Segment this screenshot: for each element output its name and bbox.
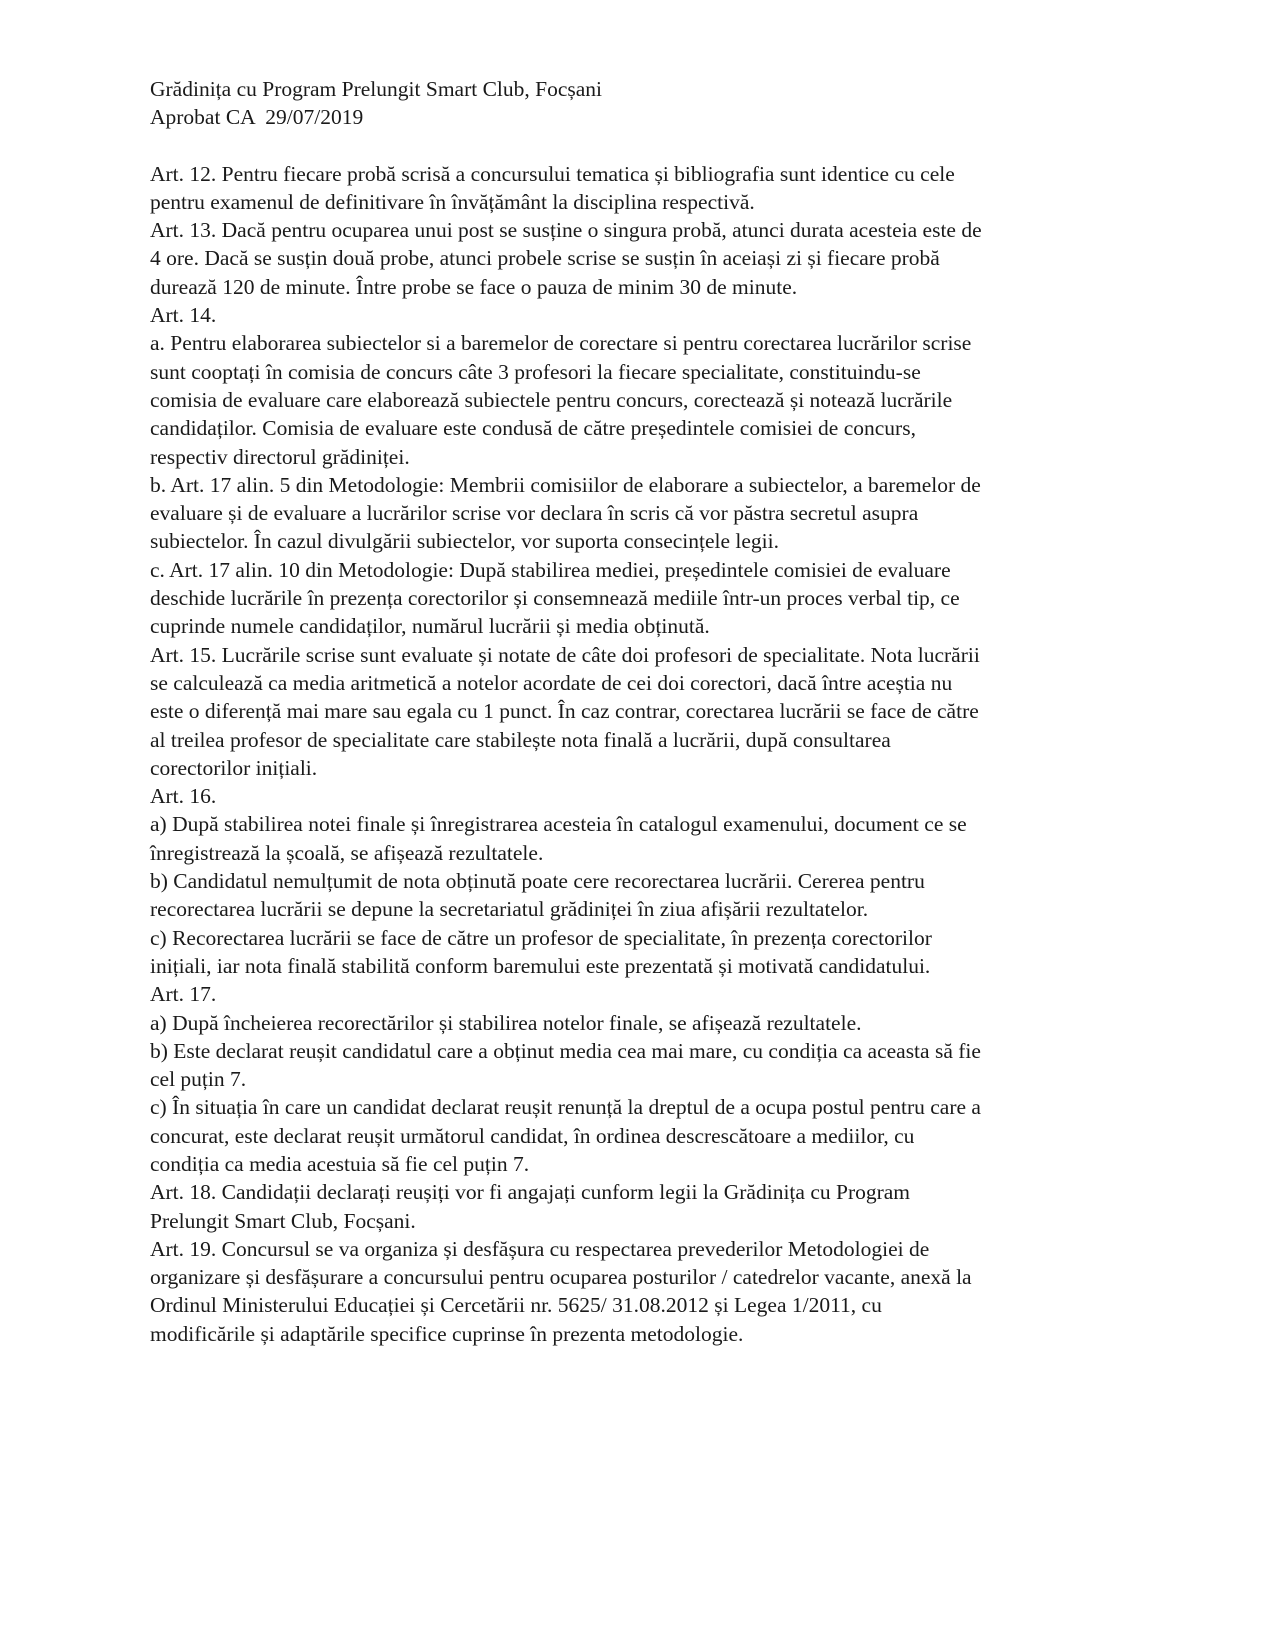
text-line: Art. 17. bbox=[150, 982, 217, 1007]
text-line: Art. 19. Concursul se va organiza și desfășura cu respectarea prevederilor Metodologiei de bbox=[150, 1236, 930, 1261]
text-line: b) Candidatul nemulțumit de nota obținută poate cere recorectarea lucrării. Cererea pentru bbox=[150, 869, 925, 894]
text-line: evaluare și de evaluare a lucrărilor scrise vor declara în scris că vor păstra secretul asupra bbox=[150, 501, 919, 526]
text-line: este o diferență mai mare sau egala cu 1 punct. În caz contrar, corectarea lucrării se face de către bbox=[150, 699, 979, 724]
text-line: 4 ore. Dacă se susțin două probe, atunci probele scrise se susțin în aceiași zi și fiecare probă bbox=[150, 246, 940, 271]
text-line: Art. 12. Pentru fiecare probă scrisă a concursului tematica și bibliografia sunt identice cu cele bbox=[150, 161, 955, 186]
text-line: pentru examenul de definitivare în învățământ la disciplina respectivă. bbox=[150, 189, 755, 214]
text-line: a) După stabilirea notei finale și înregistrarea acesteia în catalogul examenului, document ce se bbox=[150, 812, 967, 837]
text-line: Art. 14. bbox=[150, 303, 217, 328]
text-line: concurat, este declarat reușit următorul candidat, în ordinea descrescătoare a mediilor, cu bbox=[150, 1123, 915, 1148]
text-line: comisia de evaluare care elaborează subiectele pentru concurs, corectează și notează lucrările bbox=[150, 387, 953, 412]
document-header bbox=[150, 75, 1120, 132]
text-line: corectorilor inițiali. bbox=[150, 755, 318, 780]
text-line: respectiv directorul grădiniței. bbox=[150, 444, 410, 469]
document-body bbox=[150, 75, 1120, 1348]
text-line: Art. 15. Lucrările scrise sunt evaluate și notate de câte doi profesori de specialitate. Nota lucrării bbox=[150, 642, 980, 667]
text-line: b. Art. 17 alin. 5 din Metodologie: Membrii comisiilor de elaborare a subiectelor, a baremelor de bbox=[150, 472, 981, 497]
text-line: b) Este declarat reușit candidatul care a obținut media cea mai mare, cu condiția ca aceasta să fie bbox=[150, 1038, 981, 1063]
text-line: candidaților. Comisia de evaluare este condusă de către președintele comisiei de concurs, bbox=[150, 416, 916, 441]
text-line: durează 120 de minute. Între probe se face o pauza de minim 30 de minute. bbox=[150, 274, 798, 299]
text-line: c. Art. 17 alin. 10 din Metodologie: După stabilirea mediei, președintele comisiei de evaluare bbox=[150, 557, 951, 582]
text-line: cuprinde numele candidaților, numărul lucrării și media obținută. bbox=[150, 614, 710, 639]
text-line: cel puțin 7. bbox=[150, 1067, 247, 1092]
text-line: modificările și adaptările specifice cuprinse în prezenta metodologie. bbox=[150, 1321, 744, 1346]
text-line: subiectelor. În cazul divulgării subiectelor, vor suporta consecințele legii. bbox=[150, 529, 780, 554]
text-line: Art. 18. Candidații declarați reușiți vor fi angajați cunform legii la Grădinița cu Program bbox=[150, 1180, 911, 1205]
text-line: inițiali, iar nota finală stabilită conform baremului este prezentată și motivată candidatului. bbox=[150, 953, 931, 978]
text-line: înregistrează la școală, se afișează rezultatele. bbox=[150, 840, 544, 865]
institution-name: Grădinița cu Program Prelungit Smart Club, Focșani bbox=[150, 77, 603, 101]
article-text bbox=[150, 160, 1120, 1348]
text-line: c) În situația în care un candidat declarat reușit renunță la dreptul de a ocupa postul pentru care a bbox=[150, 1095, 981, 1120]
text-line: a. Pentru elaborarea subiectelor si a baremelor de corectare si pentru corectarea lucrărilor scrise bbox=[150, 331, 972, 356]
text-line: condiția ca media acestuia să fie cel puțin 7. bbox=[150, 1151, 530, 1176]
text-line: c) Recorectarea lucrării se face de către un profesor de specialitate, în prezența corectorilor bbox=[150, 925, 932, 950]
text-line: recorectarea lucrării se depune la secretariatul grădiniței în ziua afișării rezultatelor. bbox=[150, 897, 869, 922]
text-line: organizare și desfășurare a concursului pentru ocuparea posturilor / catedrelor vacante, anexă la bbox=[150, 1265, 972, 1290]
text-line: Art. 13. Dacă pentru ocuparea unui post se susține o singura probă, atunci durata acesteia este de bbox=[150, 218, 982, 243]
text-line: Ordinul Ministerului Educației și Cercetării nr. 5625/ 31.08.2012 și Legea 1/2011, cu bbox=[150, 1293, 882, 1318]
approval-line: Aprobat CA 29/07/2019 bbox=[150, 105, 364, 130]
text-line: Art. 16. bbox=[150, 784, 217, 809]
text-line: sunt cooptați în comisia de concurs câte 3 profesori la fiecare specialitate, constituindu-se bbox=[150, 359, 921, 384]
text-line: al treilea profesor de specialitate care stabilește nota finală a lucrării, după consultarea bbox=[150, 727, 891, 752]
text-line: deschide lucrările în prezența corectorilor și consemnează mediile într-un proces verbal tip, ce bbox=[150, 586, 960, 611]
text-line: a) După încheierea recorectărilor și stabilirea notelor finale, se afișează rezultatele. bbox=[150, 1010, 862, 1035]
text-line: se calculează ca media aritmetică a notelor acordate de cei doi corectori, dacă între aceștia nu bbox=[150, 670, 953, 695]
text-line: Prelungit Smart Club, Focșani. bbox=[150, 1208, 416, 1233]
